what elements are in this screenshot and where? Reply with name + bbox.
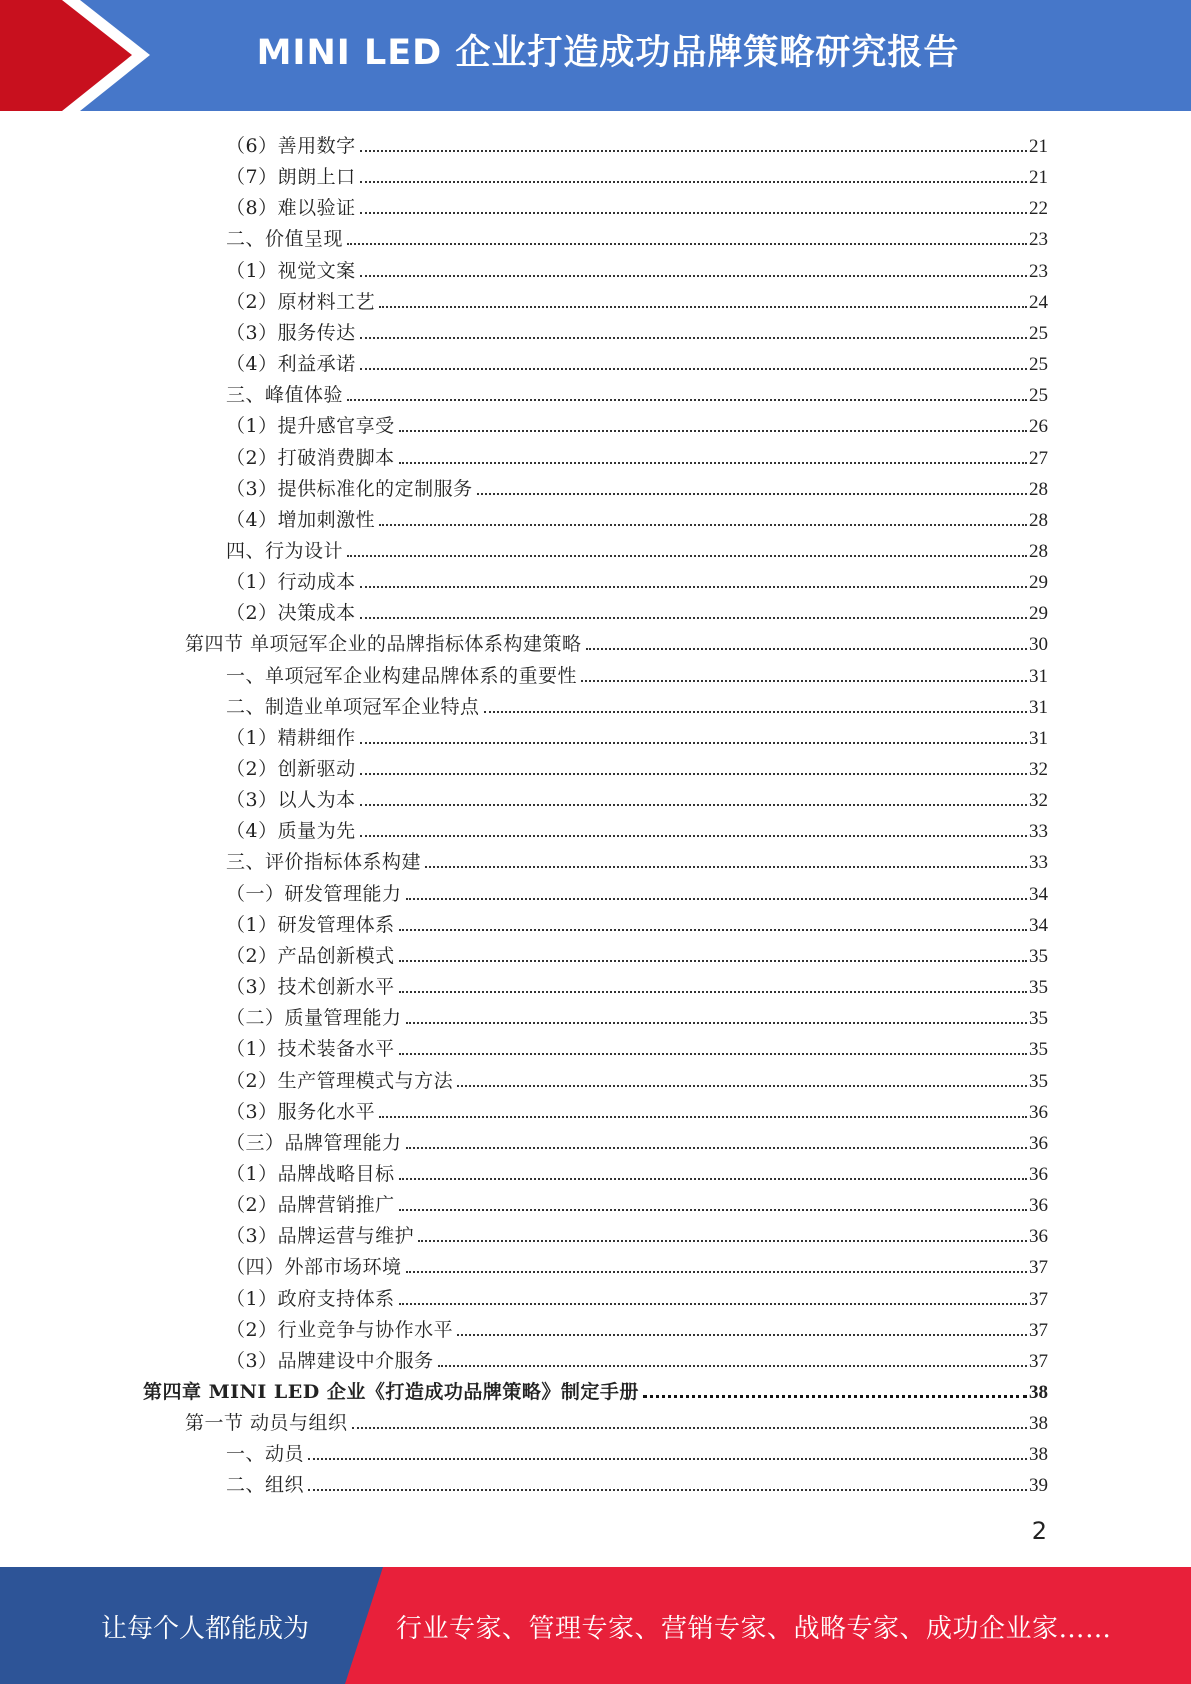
toc-entry[interactable] (226, 781, 1048, 812)
toc-dot-leader (360, 150, 1027, 152)
toc-entry[interactable] (226, 501, 1048, 532)
toc-entry-title: 二、组织 (226, 1474, 305, 1497)
toc-entry-page: 36 (1029, 1226, 1048, 1248)
toc-entry[interactable] (226, 314, 1048, 345)
toc-entry[interactable] (226, 1466, 1048, 1497)
toc-entry-title: （3）品牌运营与维护 (226, 1225, 415, 1248)
toc-entry[interactable] (226, 1217, 1048, 1248)
toc-dot-leader (308, 1489, 1027, 1491)
toc-entry-page: 36 (1029, 1163, 1048, 1185)
toc-entry[interactable] (226, 158, 1048, 189)
toc-dot-leader (406, 1271, 1027, 1273)
toc-dot-leader (484, 711, 1027, 713)
toc-entry-page: 35 (1029, 977, 1048, 999)
toc-entry[interactable] (226, 376, 1048, 407)
toc-entry-title: （2）创新驱动 (226, 758, 356, 780)
toc-entry-page: 37 (1029, 1319, 1048, 1341)
toc-entry-title: （2）品牌营销推广 (226, 1194, 395, 1217)
toc-entry[interactable] (226, 1435, 1048, 1466)
toc-entry-page: 27 (1029, 447, 1048, 469)
toc-entry[interactable] (226, 1186, 1048, 1217)
toc-entry[interactable] (226, 843, 1048, 874)
toc-entry-page: 25 (1029, 322, 1048, 344)
toc-dot-leader (457, 1085, 1027, 1087)
toc-entry-title: （3）服务化水平 (226, 1100, 376, 1123)
footer-slogan-left: 让每个人都能成为 (100, 1614, 309, 1644)
toc-entry[interactable] (143, 1373, 1048, 1404)
toc-dot-leader (399, 1178, 1027, 1180)
toc-entry-page: 35 (1029, 1008, 1048, 1030)
toc-entry-page: 37 (1029, 1350, 1048, 1372)
toc-entry[interactable] (226, 999, 1048, 1030)
toc-entry-title: 二、价值呈现 (226, 228, 344, 251)
toc-dot-leader (360, 181, 1027, 183)
toc-entry[interactable] (226, 470, 1048, 501)
toc-dot-leader (360, 368, 1027, 370)
toc-entry-title: （2）行业竞争与协作水平 (226, 1318, 454, 1341)
toc-entry-page: 29 (1029, 603, 1048, 625)
toc-entry[interactable] (226, 563, 1048, 594)
toc-entry-page: 23 (1029, 229, 1048, 251)
toc-entry-page: 35 (1029, 945, 1048, 967)
report-title: MINI LED 企业打造成功品牌策略研究报告 (256, 33, 960, 73)
toc-entry-page: 21 (1029, 167, 1048, 189)
toc-entry-page: 21 (1029, 136, 1048, 157)
toc-entry-title: （2）产品创新模式 (226, 944, 395, 967)
toc-entry-page: 36 (1029, 1195, 1048, 1217)
page-number: 2 (1031, 1517, 1047, 1545)
toc-entry[interactable] (226, 875, 1048, 906)
toc-dot-leader (586, 648, 1027, 650)
toc-entry-page: 38 (1029, 1413, 1048, 1435)
toc-entry[interactable] (226, 750, 1048, 781)
toc-entry[interactable] (226, 127, 1048, 158)
toc-entry[interactable] (226, 189, 1048, 220)
toc-dot-leader (399, 462, 1027, 464)
toc-entry-page: 36 (1029, 1101, 1048, 1123)
toc-entry[interactable] (226, 283, 1048, 314)
toc-entry[interactable] (185, 625, 1048, 656)
toc-dot-leader (360, 835, 1027, 837)
toc-dot-leader (360, 773, 1027, 775)
toc-entry-title: （3）品牌建设中介服务 (226, 1349, 434, 1372)
toc-entry-title: （1）研发管理体系 (226, 913, 395, 936)
toc-dot-leader (399, 1303, 1027, 1305)
toc-entry[interactable] (226, 1311, 1048, 1342)
toc-entry-page: 22 (1029, 198, 1048, 220)
toc-entry[interactable] (226, 220, 1048, 251)
toc-dot-leader (347, 243, 1027, 245)
toc-entry[interactable] (226, 532, 1048, 563)
toc-dot-leader (352, 1427, 1027, 1429)
toc-entry[interactable] (226, 1124, 1048, 1155)
toc-dot-leader (438, 1365, 1027, 1367)
toc-dot-leader (379, 306, 1027, 308)
toc-entry-page: 28 (1029, 478, 1048, 500)
toc-entry-page: 39 (1029, 1475, 1048, 1497)
toc-entry-page: 38 (1029, 1444, 1048, 1466)
toc-entry-page: 30 (1029, 634, 1048, 656)
toc-entry-page: 36 (1029, 1132, 1048, 1154)
toc-entry[interactable] (226, 252, 1048, 283)
toc-entry-page: 31 (1029, 727, 1048, 749)
toc-entry-page: 28 (1029, 509, 1048, 531)
toc-entry[interactable] (226, 1280, 1048, 1311)
toc-entry-title: （2）生产管理模式与方法 (226, 1069, 454, 1092)
toc-dot-leader (360, 337, 1027, 339)
toc-entry-page: 25 (1029, 385, 1048, 407)
toc-entry-page: 37 (1029, 1257, 1048, 1279)
toc-dot-leader (399, 1053, 1027, 1055)
toc-entry-title: （2）打破消费脚本 (226, 446, 395, 469)
toc-entry-title: （6）善用数字 (226, 135, 356, 157)
toc-entry-page: 23 (1029, 260, 1048, 282)
toc-dot-leader (406, 898, 1027, 900)
toc-dot-leader (643, 1395, 1027, 1398)
toc-entry-title: 一、动员 (226, 1443, 305, 1466)
red-chevron-icon (0, 0, 160, 111)
footer-band (0, 1567, 1191, 1684)
toc-entry[interactable] (226, 657, 1048, 688)
toc-entry-title: 二、制造业单项冠军企业特点 (226, 695, 480, 718)
toc-dot-leader (399, 991, 1027, 993)
toc-entry-title: （7）朗朗上口 (226, 166, 356, 189)
toc-entry-title: （四）外部市场环境 (226, 1256, 402, 1279)
toc-entry-page: 28 (1029, 540, 1048, 562)
toc-dot-leader (308, 1458, 1027, 1460)
toc-dot-leader (360, 275, 1027, 277)
toc-dot-leader (581, 680, 1027, 682)
toc-entry-page: 31 (1029, 696, 1048, 718)
toc-entry[interactable] (185, 1404, 1048, 1435)
toc-entry-title: （2）决策成本 (226, 602, 356, 625)
toc-dot-leader (399, 430, 1027, 432)
toc-entry-title: （1）提升感官享受 (226, 415, 395, 438)
toc-entry[interactable] (226, 968, 1048, 999)
toc-entry[interactable] (226, 719, 1048, 750)
toc-entry-title: （三）品牌管理能力 (226, 1131, 402, 1154)
toc-dot-leader (360, 586, 1027, 588)
toc-entry-title: 第四章 MINI LED 企业《打造成功品牌策略》制定手册 (143, 1381, 639, 1403)
toc-dot-leader (379, 524, 1027, 526)
toc-entry-title: （2）原材料工艺 (226, 290, 376, 313)
toc-entry[interactable] (226, 688, 1048, 719)
toc-dot-leader (379, 1116, 1027, 1118)
toc-entry-title: 四、行为设计 (226, 539, 344, 562)
toc-entry-title: 三、峰值体验 (226, 384, 344, 407)
header-band (0, 0, 1191, 111)
toc-entry-title: （1）行动成本 (226, 571, 356, 594)
toc-entry[interactable] (226, 1248, 1048, 1279)
toc-entry-page: 26 (1029, 416, 1048, 438)
toc-entry-title: （1）视觉文案 (226, 259, 356, 282)
toc-entry-title: （3）以人为本 (226, 789, 356, 812)
toc-dot-leader (406, 1022, 1027, 1024)
toc-entry-title: （1）品牌战略目标 (226, 1162, 395, 1185)
toc-entry[interactable] (226, 1155, 1048, 1186)
toc-entry-title: （8）难以验证 (226, 197, 356, 220)
toc-dot-leader (347, 555, 1027, 557)
toc-dot-leader (457, 1334, 1027, 1336)
toc-entry-page: 29 (1029, 572, 1048, 594)
toc-entry-title: （4）质量为先 (226, 820, 356, 843)
toc-entry-title: 第四节 单项冠军企业的品牌指标体系构建策略 (185, 633, 582, 656)
toc-entry[interactable] (226, 1062, 1048, 1093)
toc-entry-page: 35 (1029, 1039, 1048, 1061)
toc-dot-leader (399, 929, 1027, 931)
toc-entry-title: （1）技术装备水平 (226, 1038, 395, 1061)
toc-dot-leader (399, 1209, 1027, 1211)
toc-entry-title: 第一节 动员与组织 (185, 1412, 348, 1435)
toc-dot-leader (347, 399, 1027, 401)
toc-entry-title: 三、评价指标体系构建 (226, 851, 422, 874)
toc-entry-title: （3）提供标准化的定制服务 (226, 477, 473, 500)
toc-entry-page: 32 (1029, 759, 1048, 780)
toc-entry-page: 34 (1029, 914, 1048, 936)
toc-entry-page: 37 (1029, 1288, 1048, 1310)
toc-entry[interactable] (226, 1342, 1048, 1373)
toc-dot-leader (418, 1240, 1027, 1242)
toc-entry-page: 32 (1029, 790, 1048, 812)
toc-entry-title: （1）精耕细作 (226, 726, 356, 749)
toc-entry-page: 25 (1029, 354, 1048, 376)
toc-entry[interactable] (226, 1030, 1048, 1061)
toc-dot-leader (399, 960, 1027, 962)
toc-entry-page: 38 (1029, 1382, 1048, 1403)
toc-dot-leader (477, 493, 1027, 495)
toc-entry[interactable] (226, 407, 1048, 438)
toc-entry-title: （1）政府支持体系 (226, 1287, 395, 1310)
toc-entry-page: 33 (1029, 821, 1048, 843)
toc-dot-leader (425, 866, 1027, 868)
toc-entry-page: 34 (1029, 883, 1048, 905)
toc-dot-leader (360, 804, 1027, 806)
toc-entry[interactable] (226, 345, 1048, 376)
toc-dot-leader (406, 1147, 1027, 1149)
toc-entry-title: （3）技术创新水平 (226, 976, 395, 999)
toc-dot-leader (360, 742, 1027, 744)
toc-entry-page: 35 (1029, 1070, 1048, 1092)
toc-dot-leader (360, 617, 1027, 619)
toc-entry[interactable] (226, 439, 1048, 470)
toc-entry-page: 31 (1029, 665, 1048, 687)
footer-slogan-right: 行业专家、管理专家、营销专家、战略专家、成功企业家…… (396, 1614, 1112, 1644)
toc-entry-page: 33 (1029, 852, 1048, 874)
toc-entry-title: 一、单项冠军企业构建品牌体系的重要性 (226, 664, 578, 687)
toc-entry[interactable] (226, 906, 1048, 937)
toc-entry-title: （3）服务传达 (226, 321, 356, 344)
toc-entry[interactable] (226, 937, 1048, 968)
toc-entry-title: （4）利益承诺 (226, 353, 356, 376)
toc-entry[interactable] (226, 812, 1048, 843)
toc-entry-title: （4）增加刺激性 (226, 508, 376, 531)
toc-entry-title: （二）质量管理能力 (226, 1007, 402, 1030)
toc-dot-leader (360, 212, 1027, 214)
toc-entry-page: 24 (1029, 291, 1048, 313)
toc-entry-title: （一）研发管理能力 (226, 882, 402, 905)
toc-entry[interactable] (226, 594, 1048, 625)
toc-entry[interactable] (226, 1093, 1048, 1124)
